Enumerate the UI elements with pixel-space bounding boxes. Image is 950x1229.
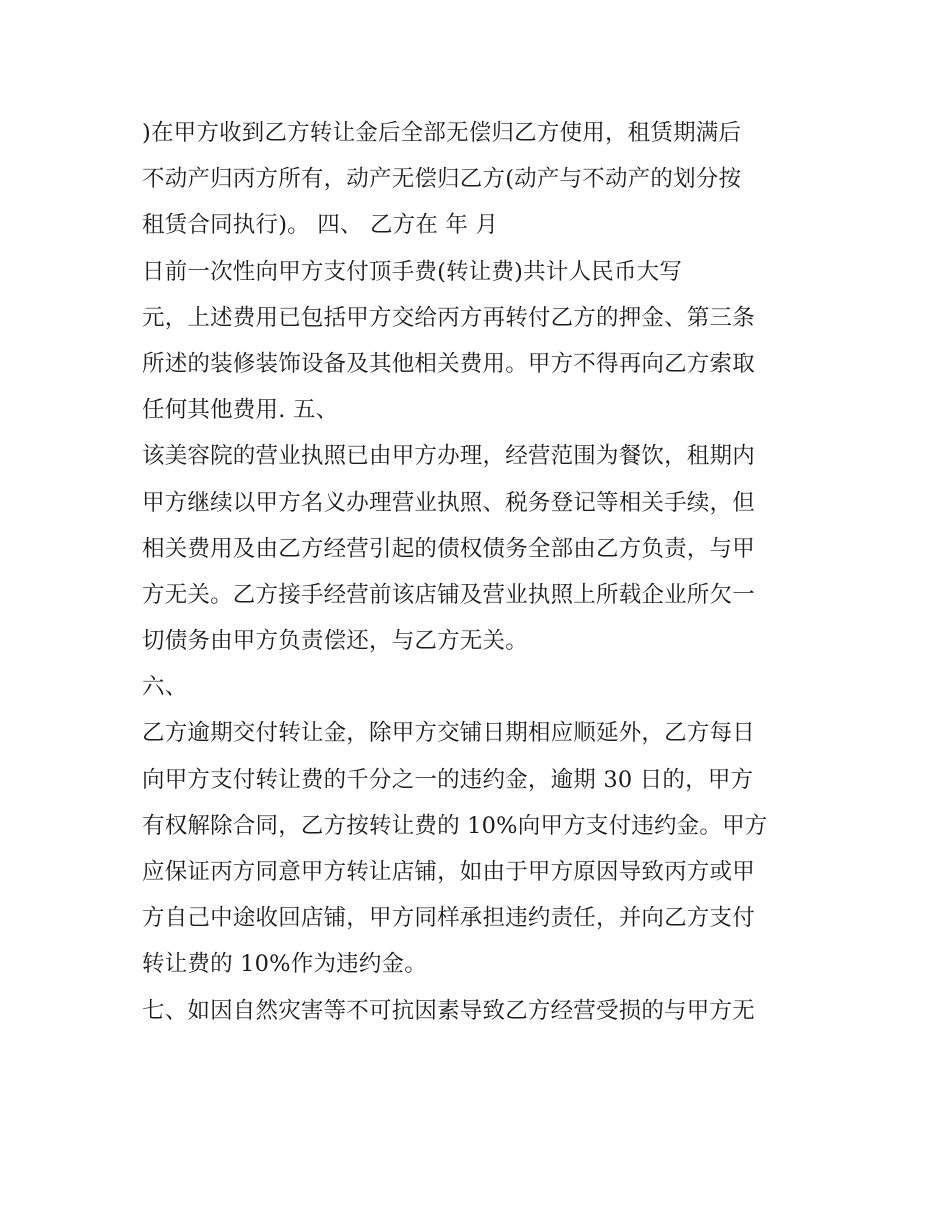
text-line: 应保证丙方同意甲方转让店铺，如由于甲方原因导致丙方或甲 bbox=[142, 859, 755, 885]
text-line: 转让费的 10%作为违约金。 bbox=[142, 951, 427, 978]
text-line: )在甲方收到乙方转让金后全部无偿归乙方使用，租赁期满后 bbox=[142, 120, 742, 146]
text-line: 所述的装修装饰设备及其他相关费用。甲方不得再向乙方索取 bbox=[142, 350, 755, 377]
text-line: 方自己中途收回店铺，甲方同样承担违约责任，并向乙方支付 bbox=[142, 905, 755, 932]
text-line: 不动产归丙方所有，动产无偿归乙方(动产与不动产的划分按 bbox=[142, 166, 742, 193]
text-line: 相关费用及由乙方经营引起的债权债务全部由乙方负责，与甲 bbox=[142, 535, 755, 562]
text-line: 切债务由甲方负责偿还，与乙方无关。 bbox=[142, 628, 528, 655]
text-line: 六、 bbox=[142, 674, 188, 701]
text-line: 甲方继续以甲方名义办理营业执照、税务登记等相关手续，但 bbox=[142, 489, 755, 516]
text-line: 日前一次性向甲方支付顶手费(转让费)共计人民币大写 bbox=[142, 258, 683, 285]
text-line: 租赁合同执行)。 四、 乙方在 年 月 bbox=[142, 212, 499, 239]
text-line: 方无关。乙方接手经营前该店铺及营业执照上所载企业所欠一 bbox=[142, 581, 755, 608]
text-line: 该美容院的营业执照已由甲方办理，经营范围为餐饮，租期内 bbox=[142, 443, 755, 470]
text-line: 任何其他费用. 五、 bbox=[142, 397, 339, 424]
text-line: 七、如因自然灾害等不可抗因素导致乙方经营受损的与甲方无 bbox=[142, 997, 755, 1024]
text-line: 向甲方支付转让费的千分之一的违约金，逾期 30 日的，甲方 bbox=[142, 766, 754, 793]
text-line: 有权解除合同，乙方按转让费的 10%向甲方支付违约金。甲方 bbox=[142, 812, 768, 839]
document-body bbox=[142, 110, 822, 1034]
text-line: 乙方逾期交付转让金，除甲方交铺日期相应顺延外，乙方每日 bbox=[142, 720, 755, 747]
text-line: 元，上述费用已包括甲方交给丙方再转付乙方的押金、第三条 bbox=[142, 304, 755, 331]
